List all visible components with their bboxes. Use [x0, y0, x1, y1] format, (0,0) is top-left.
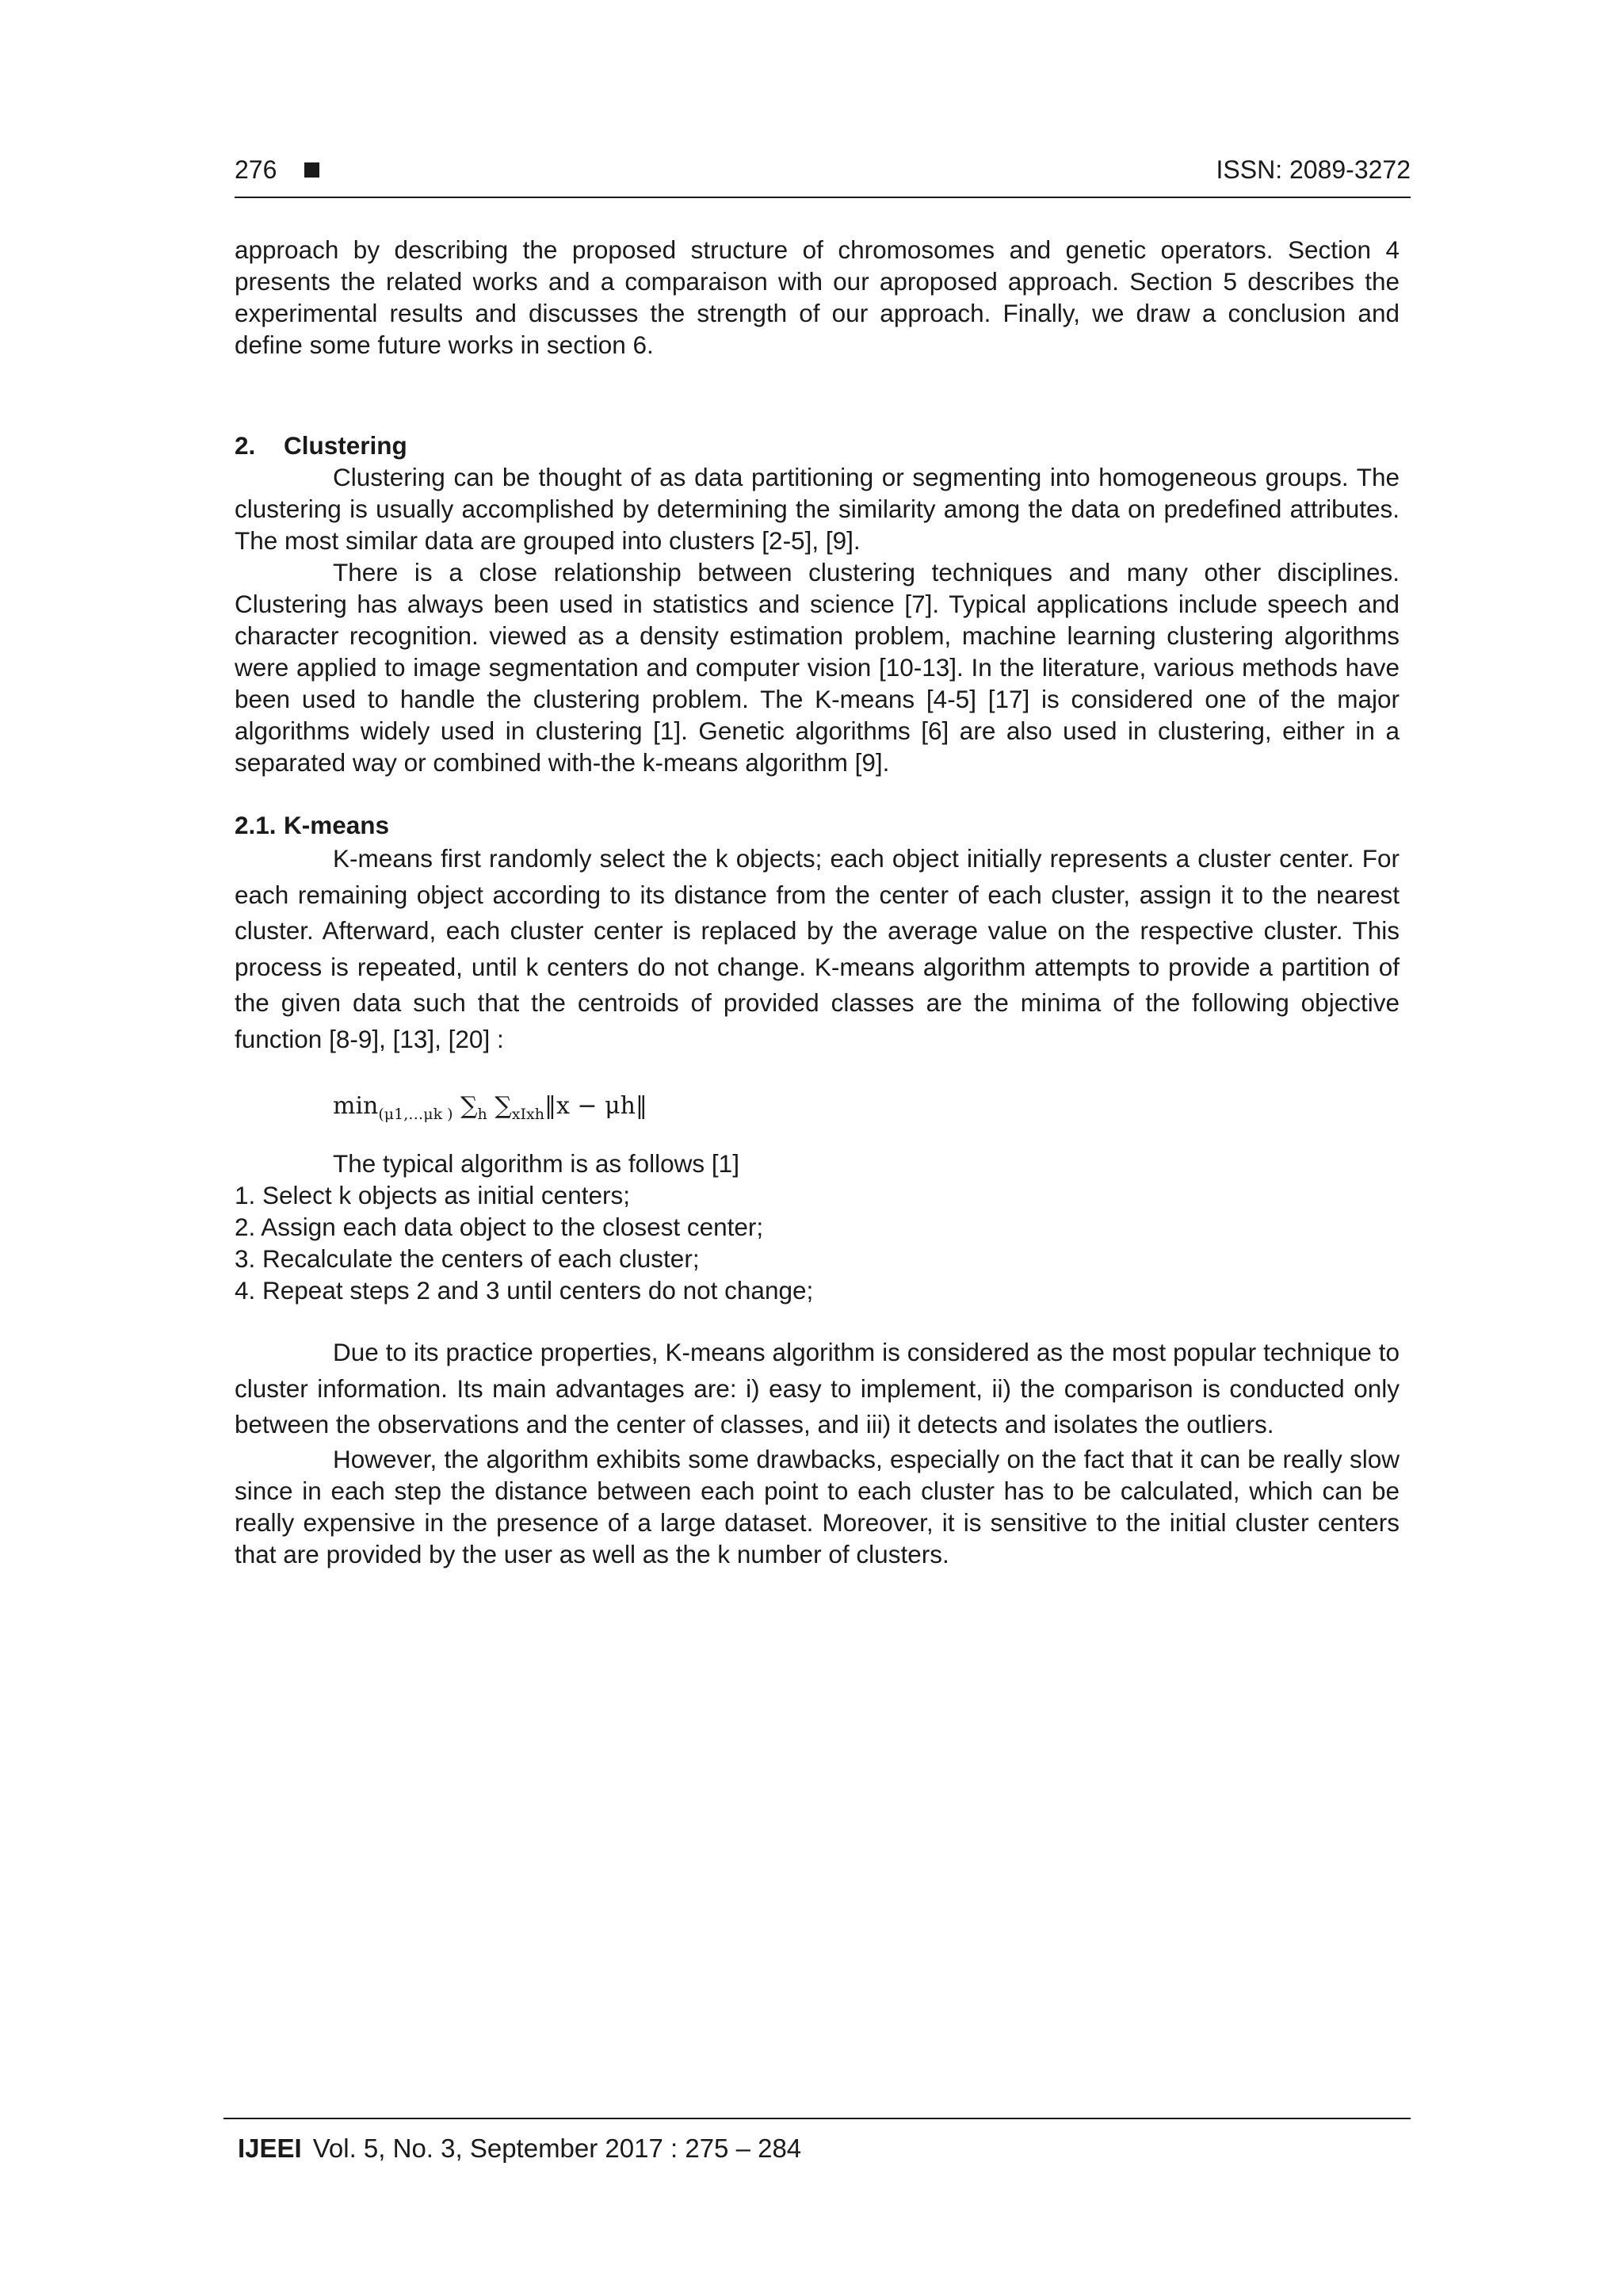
journal-citation: Vol. 5, No. 3, September 2017 : 275 – 284: [312, 2134, 802, 2163]
kmeans-paragraph: K-means first randomly select the k objects; each object initially represents a cluster center. For each remaining object according to its distance from the center of each cluster, assign it to the nearest cluster. Afterward, each cluster center is replaced by the average value on the respective cluster. This process is repeated, until k centers do not change. K-means algorithm attempts to provide a partition of the given data such that the centroids of provided classes are the minima of the following objective function [8-9], [13], [20] :: [235, 844, 1400, 1053]
section-2-1-heading: [235, 809, 1400, 841]
objective-function-equation: $\min_{(\mu 1,\dots\mu k )} \sum_h$ $\sum_{xIxh}‖x$ − μh‖: [333, 1092, 647, 1123]
algorithm-intro: The typical algorithm is as follows [1]: [333, 1149, 739, 1178]
section-2-heading: [235, 430, 1400, 461]
advantages-paragraph: Due to its practice properties, K-means algorithm is considered as the most popular technique to cluster information. Its main advantages are: i) easy to implement, ii) the comparison is conducted only between the observations and the center of classes, and iii) it detects and isolates the outliers.: [235, 1338, 1400, 1438]
list-item: 3. Recalculate the centers of each cluster;: [235, 1244, 700, 1273]
list-item: 1. Select k objects as initial centers;: [235, 1181, 630, 1209]
section-title: Clustering: [284, 431, 407, 460]
section-title: K-means: [284, 811, 390, 839]
algorithm-steps: [235, 1179, 1400, 1306]
section-2-paragraph: There is a close relationship between clustering techniques and many other disciplines. Clustering has always been used in statistics and science [7]. Typical applications include speech and character recognition. viewed as a density estimation problem, machine learning clustering algorithms were applied to image segmentation and computer vision [10-13]. In the literature, various methods have been used to handle the clustering problem. The K-means [4-5] [17] is considered one of the major algorithms widely used in clustering [1]. Genetic algorithms [6] are also used in clustering, either in a separated way or combined with-the k-means algorithm [9].: [235, 558, 1400, 777]
list-item: 4. Repeat steps 2 and 3 until centers do not change;: [235, 1276, 814, 1305]
section-number: 2.: [235, 431, 256, 460]
issn-label: ISSN: 2089-3272: [1216, 155, 1411, 184]
drawbacks-paragraph: However, the algorithm exhibits some drawbacks, especially on the fact that it can be really slow since in each step the distance between each point to each cluster has to be calculated, which can be really expensive in the presence of a large dataset. Moreover, it is sensitive to the initial cluster centers that are provided by the user as well as the k number of clusters.: [235, 1444, 1400, 1568]
page-header: [235, 155, 1411, 198]
journal-name: IJEEI: [238, 2134, 302, 2163]
section-number: 2.1.: [235, 811, 277, 839]
article-body: [235, 234, 1400, 1570]
list-item: 2. Assign each data object to the closest center;: [235, 1213, 764, 1241]
square-bullet-icon: [304, 162, 319, 178]
section-2-paragraph: Clustering can be thought of as data partitioning or segmenting into homogeneous groups. The clustering is usually accomplished by determining the similarity among the data on predefined attributes. The most similar data are grouped into clusters [2-5], [9].: [235, 463, 1400, 555]
intro-paragraph: approach by describing the proposed structure of chromosomes and genetic operators. Section 4 presents the related works and a comparaison with our aproposed approach. Section 5 describes the experimental results and discusses the strength of our approach. Finally, we draw a conclusion and define some future works in section 6.: [235, 235, 1400, 359]
page-footer: [223, 2118, 1411, 2164]
page-number: 276: [235, 155, 277, 184]
